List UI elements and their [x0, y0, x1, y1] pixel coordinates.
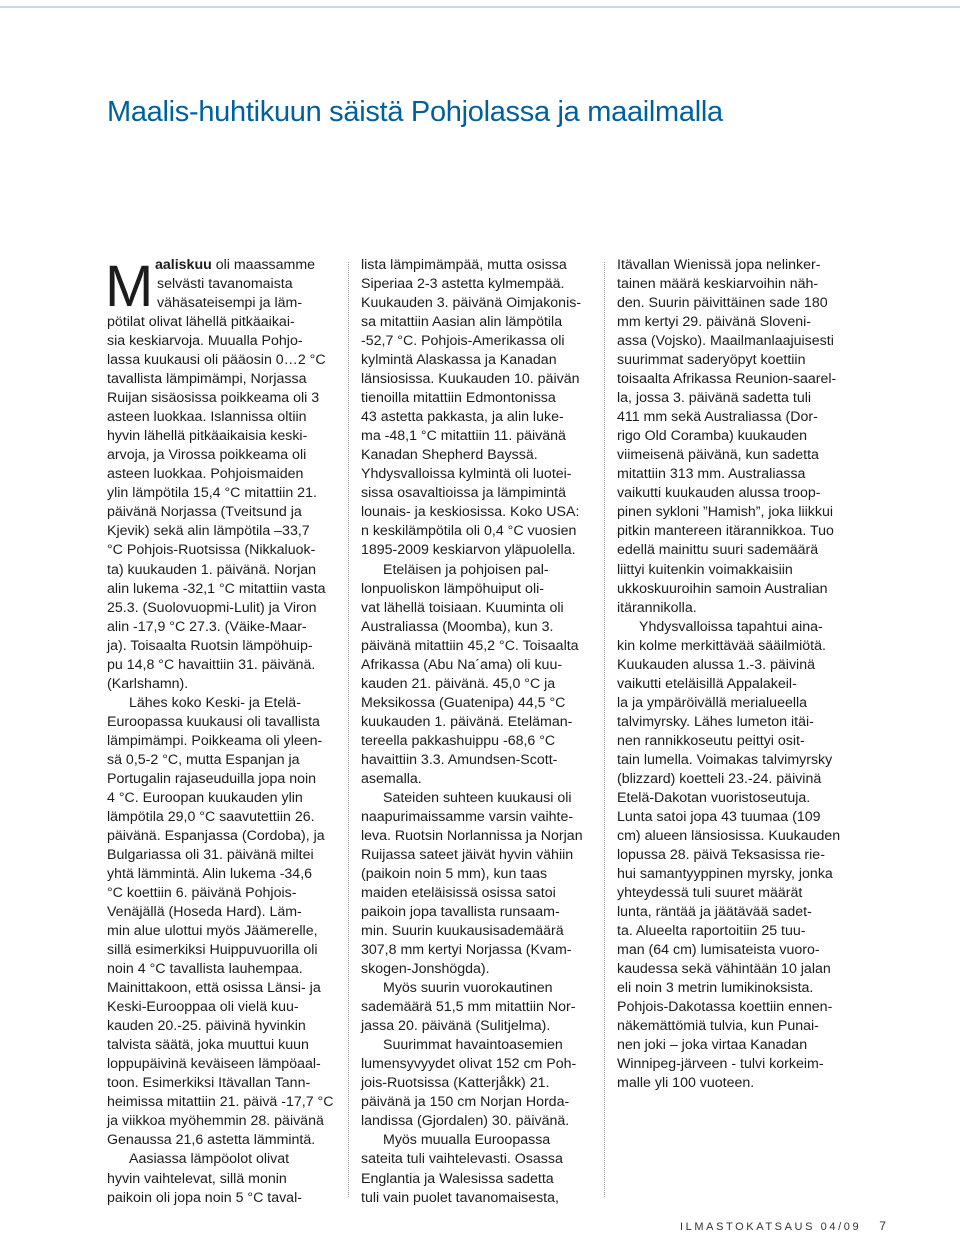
text-line: vat lähellä toisiaan. Kuuminta oli: [361, 599, 564, 616]
text-line: 307,8 mm kertyi Norjassa (Kvam-: [361, 942, 572, 959]
top-rule: [0, 6, 960, 8]
text-line: talvista säätä, joka muuttui kuun: [107, 1037, 309, 1054]
text-line: Kuukauden alussa 1.-3. päivinä: [617, 656, 815, 673]
text-line: Eteläisen ja pohjoisen pal-: [383, 561, 549, 578]
text-line: Kjevik) sekä alin lämpötila –33,7: [107, 523, 310, 540]
text-line: Genaussa 21,6 astetta lämmintä.: [107, 1132, 316, 1149]
text-line: sissa osavaltioissa ja lämpimintä: [361, 485, 567, 502]
text-line: hyvin lähellä pitkäaikaisia keski-: [107, 428, 308, 445]
text-line: Bulgariassa oli 31. päivänä miltei: [107, 846, 314, 863]
text-line: yhteydessä tuli suuret määrät: [617, 885, 803, 902]
publication-name: ILMASTOKATSAUS 04/09: [680, 1221, 862, 1233]
text-line: kylmintä Alaskassa ja Kanadan: [361, 352, 557, 369]
text-line: ukkoskuuroihin samoin Australian: [617, 580, 828, 597]
text-line: Keski-Eurooppaa oli vielä kuu-: [107, 999, 299, 1016]
text-line: (paikoin noin 5 mm), kun taas: [361, 866, 548, 882]
text-line: Etelä-Dakotan vuoristoseutuja.: [617, 789, 811, 806]
text-line: Aasiassa lämpöolot olivat: [129, 1151, 290, 1168]
text-line: (blizzard) koetteli 23.-24. päivinä: [617, 770, 822, 787]
text-line: Yhdysvalloissa kylmintä oli luotei-: [361, 466, 572, 483]
text-line: pitkin mantereen itärannikkoa. Tuo: [617, 523, 834, 540]
text-line: Portugalin rajaseuduilla jopa noin: [107, 770, 317, 787]
text-line: loppupäivinä keväiseen lämpöaal-: [107, 1056, 321, 1073]
text-line: hui samantyyppinen myrsky, jonka: [617, 866, 833, 882]
text-line: ma -48,1 °C mitattiin 11. päivänä: [361, 428, 566, 445]
text-line: °C Pohjois-Ruotsissa (Nikkaluok-: [107, 542, 316, 559]
text-line: lopussa 28. päivä Teksasissa rie-: [617, 846, 825, 863]
text-line: (Karlshamn).: [107, 675, 189, 692]
text-line: Ruijassa sateet jäivät hyvin vähiin: [361, 846, 574, 863]
text-line: talvimyrsky. Lähes lumeton itäi-: [617, 713, 814, 730]
text-line: Itävallan Wienissä jopa nelinker-: [617, 257, 821, 273]
text-column-3: [617, 256, 849, 1093]
text-line: 4 °C. Euroopan kuukauden ylin: [107, 789, 303, 806]
text-line: lista lämpimämpää, mutta osissa: [361, 257, 567, 273]
text-line: länsiosissa. Kuukauden 10. päivän: [361, 371, 580, 388]
text-line: ylin lämpötila 15,4 °C mitattiin 21.: [107, 485, 317, 502]
text-line: skogen-Jonshögda).: [361, 961, 490, 978]
text-line: päivänä ja 150 cm Norjan Horda-: [361, 1094, 570, 1111]
text-line: kin kolme merkittävää sääilmiötä.: [617, 637, 826, 654]
text-line: sillä esimerkiksi Huippuvuorilla oli: [107, 942, 318, 959]
lead-word: aaliskuu: [155, 257, 212, 273]
text-column-1: [107, 256, 337, 1208]
text-line: sä 0,5-2 °C, mutta Espanjan ja: [107, 751, 300, 768]
text-line: lumensyvyydet olivat 152 cm Poh-: [361, 1056, 577, 1073]
text-line: Suurimmat havaintoasemien: [383, 1037, 563, 1054]
text-line: tienoilla mitattiin Edmontonissa: [361, 390, 556, 407]
text-line: maiden eteläisissä osissa satoi: [361, 885, 556, 902]
text-line: Mainittakoon, että osissa Länsi- ja: [107, 980, 321, 997]
text-line: lämpötila 29,0 °C saavutettiin 26.: [107, 808, 315, 825]
text-line: Lunta satoi jopa 43 tuumaa (109: [617, 808, 821, 825]
text-line: päivänä Norjassa (Tveitsund ja: [107, 504, 302, 521]
text-line: n keskilämpötila oli 0,4 °C vuosien: [361, 523, 577, 540]
text-line: lonpuoliskon lämpöhuiput oli-: [361, 580, 544, 597]
column-divider-1: [348, 262, 349, 1197]
text-line: assa (Vojsko). Maailmanlaajuisesti: [617, 333, 834, 350]
text-line: sateita tuli vaihtelevasti. Osassa: [361, 1151, 563, 1168]
text-line: nen joki – joka virtaa Kanadan: [617, 1037, 808, 1054]
text-line: [107, 256, 337, 275]
text-line: itärannikolla.: [617, 599, 697, 616]
text-line: pötilat olivat lähellä pitkäaikai-: [107, 314, 295, 331]
text-line: alin -17,9 °C 27.3. (Väike-Maar-: [107, 618, 307, 635]
text-line: naapurimaissamme varsin vaihte-: [361, 808, 574, 825]
text-line: 25.3. (Suolovuopmi-Lulit) ja Viron: [107, 599, 317, 616]
text-line: toon. Esimerkiksi Itävallan Tann-: [107, 1075, 311, 1092]
text-line: suurimmat saderyöpyt koettiin: [617, 352, 806, 369]
text-line: eli noin 3 metrin lumikinoksista.: [617, 980, 814, 997]
text-line: pinen sykloni ”Hamish”, joka liikkui: [617, 504, 834, 521]
text-line: Myös suurin vuorokautinen: [383, 980, 553, 997]
text-line: man (64 cm) lumisateista vuoro-: [617, 942, 820, 959]
text-line: 43 astetta pakkasta, ja alin luke-: [361, 409, 564, 426]
text-line: Pohjois-Dakotassa koettiin ennen-: [617, 999, 833, 1016]
column-divider-2: [604, 262, 605, 1197]
text-line: malle yli 100 vuoteen.: [617, 1075, 755, 1092]
text-line: lämpimämpi. Poikkeama oli yleen-: [107, 732, 323, 749]
text-line: edellä mainittu suuri sademäärä: [617, 542, 819, 559]
drop-cap: M: [105, 254, 154, 319]
text-line: liittyi kuitenkin voimakkaisiin: [617, 561, 793, 578]
text-line: selvästi tavanomaista: [157, 276, 293, 293]
text-line: vaikutti kuukauden alussa troop-: [617, 485, 821, 502]
text-line: toisaalta Afrikassa Reunion-saarel-: [617, 371, 837, 388]
text-line: jassa 20. päivänä (Sulitjelma).: [361, 1018, 551, 1035]
text-line: päivänä mitattiin 45,2 °C. Toisaalta: [361, 637, 579, 654]
text-line: asteen luokkaa. Islannissa oltiin: [107, 409, 307, 426]
text-line: Yhdysvalloissa tapahtui aina-: [639, 618, 823, 635]
text-line: min alue ulottui myös Jäämerelle,: [107, 923, 318, 940]
text-line: pu 14,8 °C havaittiin 31. päivänä.: [107, 656, 316, 673]
text-line: min. Suurin kuukausisademäärä: [361, 923, 564, 940]
page-title: Maalis-huhtikuun säistä Pohjolassa ja maailmalla: [107, 96, 723, 128]
text-line: leva. Ruotsin Norlannissa ja Norjan: [361, 827, 583, 844]
text-line: landissa (Gjordalen) 30. päivänä.: [361, 1113, 570, 1130]
text-line: heimissa mitattiin 21. päivä -17,7 °C: [107, 1094, 334, 1111]
text-line: Sateiden suhteen kuukausi oli: [383, 789, 572, 806]
text-line: Siperiaa 2-3 astetta kylmempää.: [361, 276, 565, 293]
text-line: tain lumella. Voimakas talvimyrsky: [617, 751, 833, 768]
text-line: jois-Ruotsissa (Katterjåkk) 21.: [361, 1075, 550, 1092]
text-line: vähäsateisempi ja läm-: [157, 295, 303, 312]
text-line: rigo Old Coramba) kuukauden: [617, 428, 808, 445]
text-line: tuli vain puolet tavanomaisesta,: [361, 1189, 559, 1206]
text-line: kuukauden 1. päivänä. Eteläman-: [361, 713, 573, 730]
text-line: sademäärä 51,5 mm mitattiin Nor-: [361, 999, 576, 1016]
text-line: 411 mm sekä Australiassa (Dor-: [617, 409, 818, 426]
text-line: Euroopassa kuukausi oli tavallista: [107, 713, 320, 730]
text-line: den. Suurin päivittäinen sade 180: [617, 295, 828, 312]
text-line: Lähes koko Keski- ja Etelä-: [129, 694, 301, 711]
text-line: mitattiin 313 mm. Australiassa: [617, 466, 806, 483]
text-line: Australiassa (Moomba), kun 3.: [361, 618, 554, 635]
text-line: nen rannikkoseutu peittyi osit-: [617, 732, 805, 749]
text-line: la ja ympäröivällä merialueella: [617, 694, 808, 711]
text-line: asemalla.: [361, 770, 422, 787]
text-line: kauden 20.-25. päivinä hyvinkin: [107, 1018, 306, 1035]
text-line: °C koettiin 6. päivänä Pohjois-: [107, 885, 297, 902]
page-number: 7: [879, 1219, 886, 1233]
text-line: viimeisenä päivänä, kun sadetta: [617, 447, 819, 464]
text-line: alin lukema -32,1 °C mitattiin vasta: [107, 580, 326, 597]
text-line: tavallista lämpimämpi, Norjassa: [107, 371, 307, 388]
text-line: ta) kuukauden 1. päivänä. Norjan: [107, 561, 317, 578]
text-line: Englantia ja Walesissa sadetta: [361, 1170, 554, 1187]
text-line: Winnipeg-järveen - tulvi korkeim-: [617, 1056, 824, 1073]
text-line: paikoin jopa tavallista runsaam-: [361, 904, 560, 921]
text-line: lassa kuukausi oli pääosin 0…2 °C: [107, 352, 326, 369]
text-line: Kanadan Shepherd Bayssä.: [361, 447, 538, 464]
text-line: päivänä. Espanjassa (Cordoba), ja: [107, 827, 325, 844]
text-line: ja viikkoa myöhemmin 28. päivänä: [107, 1113, 324, 1130]
text-line: Ruijan sisäosissa poikkeama oli 3: [107, 390, 320, 407]
text-line: la, jossa 3. päivänä sadetta tuli: [617, 390, 812, 407]
text-line: Afrikassa (Abu Na´ama) oli kuu-: [361, 656, 563, 673]
text-line: -52,7 °C. Pohjois-Amerikassa oli: [361, 333, 565, 350]
text-line: 1895-2009 keskiarvon yläpuolella.: [361, 542, 576, 559]
text-line: noin 4 °C tavallista lauhempaa.: [107, 961, 303, 978]
text-line: hyvin vaihtelevat, sillä monin: [107, 1170, 287, 1187]
text-line: lunta, räntää ja jäätävää sadet-: [617, 904, 812, 921]
text-line: kauden 21. päivänä. 45,0 °C ja: [361, 675, 556, 692]
text-line: ta. Alueelta raportoitiin 25 tuu-: [617, 923, 806, 940]
text-line: kaudessa sekä vähintään 10 jalan: [617, 961, 831, 978]
lead-text: oli maassamme: [211, 257, 316, 273]
text-line: ja). Toisaalta Ruotsin lämpöhuip-: [107, 637, 313, 654]
text-line: arvoja, ja Virossa poikkeama oli: [107, 447, 307, 464]
text-line: vaikutti eteläisillä Appalakeil-: [617, 675, 797, 692]
text-column-2: [361, 256, 595, 1208]
page-footer: [680, 1219, 886, 1233]
text-line: yhtä lämmintä. Alin lukema -34,6: [107, 866, 313, 882]
text-line: havaittiin 3.3. Amundsen-Scott-: [361, 751, 558, 768]
text-line: lounais- ja keskiosissa. Koko USA:: [361, 504, 580, 521]
text-line: Venäjällä (Hoseda Hard). Läm-: [107, 904, 302, 921]
text-line: paikoin oli jopa noin 5 °C taval-: [107, 1189, 302, 1206]
text-line: cm) alueen länsiosissa. Kuukauden: [617, 827, 841, 844]
text-line: Meksikossa (Guatenipa) 44,5 °C: [361, 694, 566, 711]
text-line: asteen luokkaa. Pohjoismaiden: [107, 466, 304, 483]
text-line: näkemättömiä tulvia, kun Punai-: [617, 1018, 819, 1035]
text-line: mm kertyi 29. päivänä Sloveni-: [617, 314, 811, 331]
text-line: sa mitattiin Aasian alin lämpötila: [361, 314, 563, 331]
text-line: Myös muualla Euroopassa: [383, 1132, 551, 1149]
text-line: tereella pakkashuippu -68,6 °C: [361, 732, 556, 749]
text-line: tainen määrä keskiarvoihin näh-: [617, 276, 819, 293]
text-line: sia keskiarvoja. Muualla Pohjo-: [107, 333, 303, 350]
text-line: Kuukauden 3. päivänä Oimjakonis-: [361, 295, 582, 312]
